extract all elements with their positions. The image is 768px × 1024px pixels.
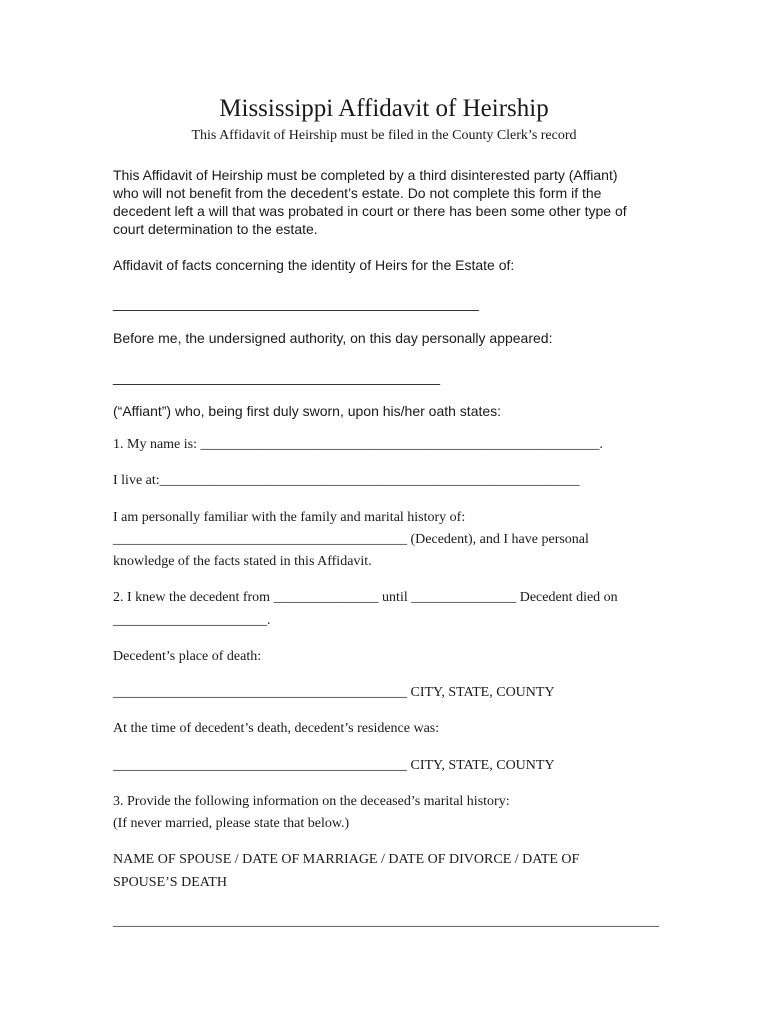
residence-line: __________________________________________ CITY, STATE, COUNTY (113, 758, 555, 773)
intro-line-3: decedent left a will that was probated in court or there has been some other type of (113, 203, 627, 219)
intro-line-1: This Affidavit of Heirship must be completed by a third disinterested party (Affiant) (113, 167, 618, 183)
affiant-blank: __________________________________________ (113, 369, 441, 385)
marital-history-label: 3. Provide the following information on the deceased’s marital history: (113, 794, 510, 809)
residence-label: At the time of decedent’s death, decedent’s residence was: (113, 721, 440, 736)
affiant-sworn-line: (“Affiant”) who, being first duly sworn, upon his/her oath states: (113, 403, 502, 419)
place-of-death-line: __________________________________________ CITY, STATE, COUNTY (113, 685, 555, 700)
knew-decedent-line-2: ______________________. (113, 613, 271, 628)
knew-decedent-line-1: 2. I knew the decedent from _______________ until _______________ Decedent died on (113, 590, 618, 605)
document-subtitle: This Affidavit of Heirship must be filed in the County Clerk’s record (191, 128, 577, 143)
familiar-line-1: I am personally familiar with the family and marital history of: (113, 510, 466, 525)
place-of-death-label: Decedent’s place of death: (113, 649, 262, 664)
spouse-blank-line: ______________________________________________________________________________ (113, 914, 659, 929)
familiar-line-3: knowledge of the facts stated in this Affidavit. (113, 554, 372, 569)
familiar-line-2: __________________________________________ (Decedent), and I have personal (113, 532, 589, 547)
document-title: Mississippi Affidavit of Heirship (219, 95, 549, 122)
intro-line-2: who will not benefit from the decedent’s estate. Do not complete this form if the (113, 185, 602, 201)
my-name-line: 1. My name is: _________________________________________________________. (113, 437, 603, 452)
intro-line-4: court determination to the estate. (113, 221, 318, 237)
before-me-label: Before me, the undersigned authority, on this day personally appeared: (113, 330, 553, 346)
live-at-line: I live at:____________________________________________________________ (113, 473, 580, 488)
estate-facts-label: Affidavit of facts concerning the identity of Heirs for the Estate of: (113, 257, 515, 273)
spouse-header-line-2: SPOUSE’S DEATH (113, 875, 227, 890)
estate-blank: _______________________________________________ (113, 295, 479, 311)
marital-history-note: (If never married, please state that below.) (113, 816, 350, 831)
spouse-header-line-1: NAME OF SPOUSE / DATE OF MARRIAGE / DATE OF DIVORCE / DATE OF (113, 852, 580, 867)
